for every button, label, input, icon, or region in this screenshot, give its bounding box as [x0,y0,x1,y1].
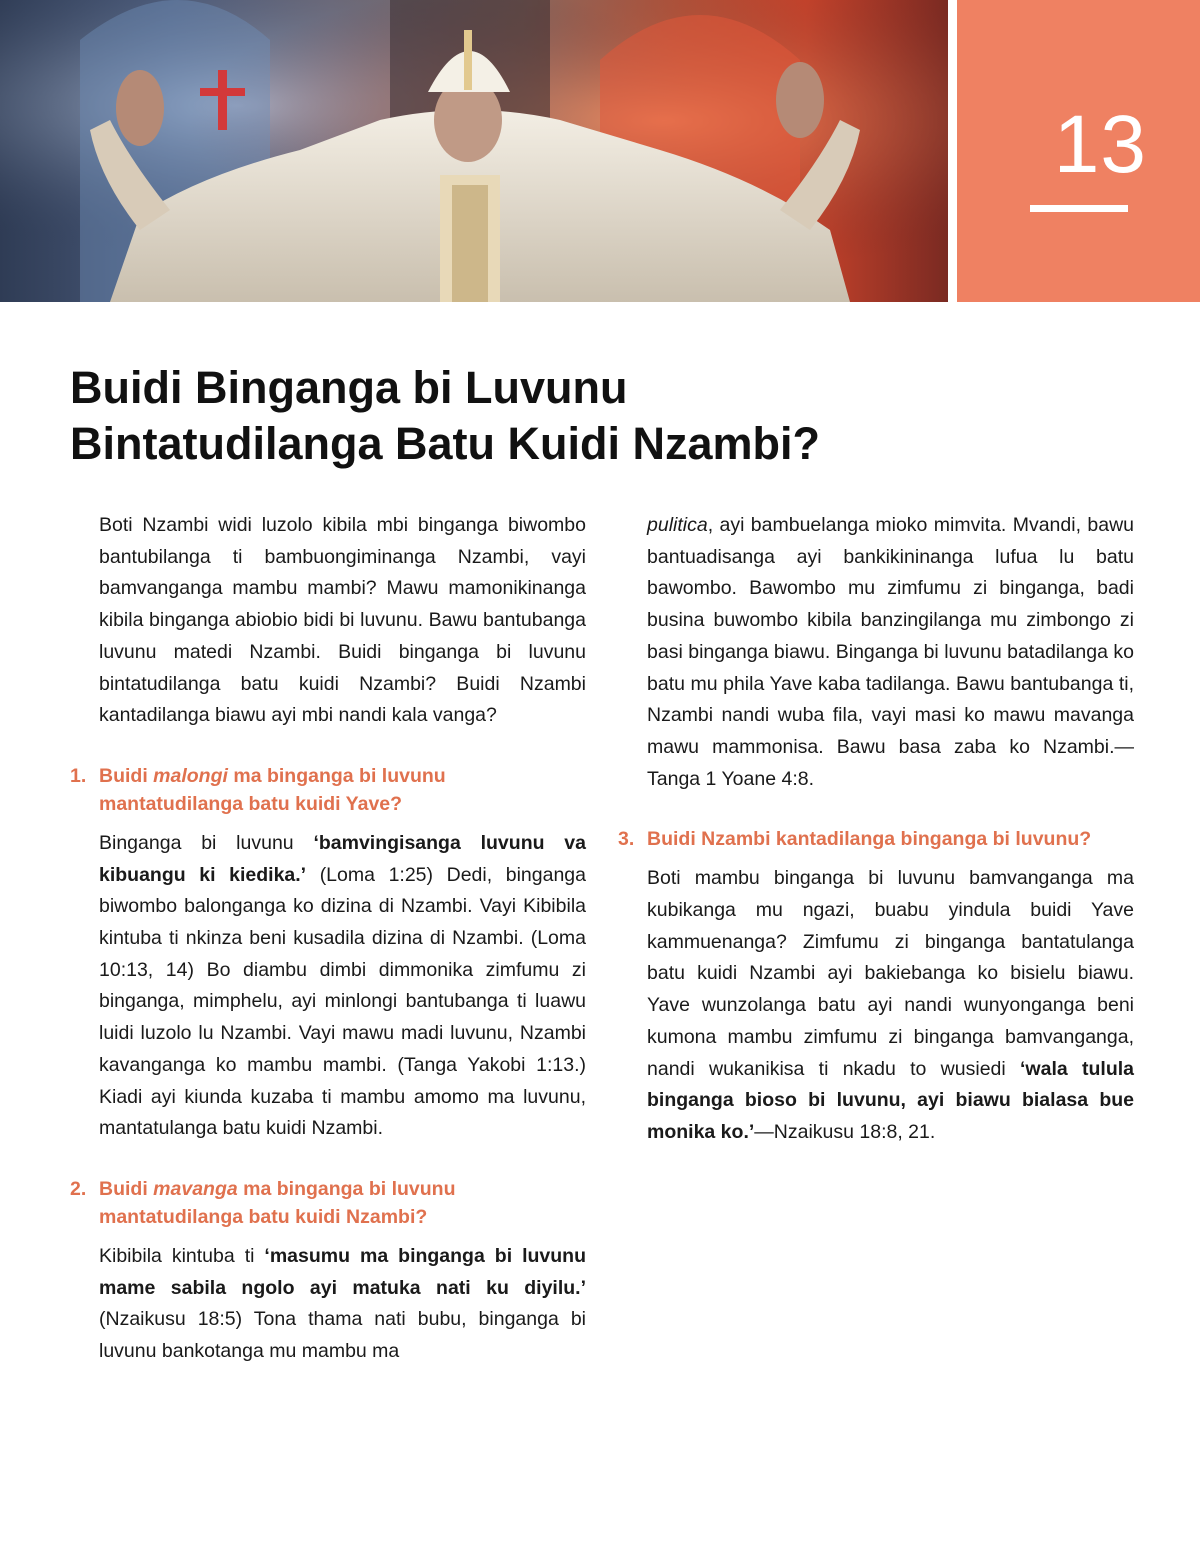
section-2-quote: ‘masumu ma binganga bi luvunu mame sabila ngolo ayi matuka nati ku diyilu.’ [99,1244,586,1299]
left-column [70,510,586,1368]
section-3-text-rest: —Nzaikusu 18:8, 21. [754,1120,936,1143]
hero-image [0,0,948,302]
section-1-text: Binganga bi luvunu [99,831,314,854]
section-2-number: 2. [70,1177,87,1200]
section-2-text-rest: (Nzaikusu 18:5) Tona thama nati bubu, binganga bi luvunu bankotanga mu mambu ma [99,1308,586,1363]
section-3-quote: ‘wala tulula binganga bioso bi luvunu, ayi biawu bialasa bue monika ko.’ [647,1057,1134,1143]
section-1-text-rest: (Loma 1:25) Dedi, binganga biwombo balonganga ko dizina di Nzambi. Vayi Kibibila kintuba ti nkinza beni kusadila dizina di Nzambi. (Loma 10:13, 14) Bo diambu dimbi dimmonika zimfumu zi binganga, mimphelu, ayi minlongi bantubanga ti luawu luidi luzolo lu Nzambi. Vayi mawu madi luvunu, Nzambi kavanganga ko mambu mambi. (Tanga Yakobi 1:13.) Kiadi ayi kiunda kuzaba ti mambu amomo ma luvunu, mantatulanga batu kuidi Nzambi. [99,863,586,1140]
section-1-paragraph [70,828,586,1145]
section-1-heading-em: malongi [153,764,228,787]
chapter-number: 13 [1053,99,1147,190]
section-3-paragraph [618,863,1134,1148]
section-2-continued-em: pulitica [647,514,708,536]
section-2-heading-em: mavanga [153,1177,238,1200]
section-1-heading-rest: ma binganga bi luvunu mantatudilanga batu kuidi Yave? [99,764,446,815]
right-column [618,510,1134,1149]
intro-paragraph: Boti Nzambi widi luzolo kibila mbi binganga biwombo bantubilanga ti bambuongiminanga Nzambi, vayi bamvanganga mambu mambi? Mawu mamonikinanga kibila binganga abiobio bidi bi luvunu. Bawu bantubanga luvunu matedi Nzambi. Buidi binganga bi luvunu bintatudilanga batu kuidi Nzambi? Buidi Nzambi kantadilanga biawu ayi mbi nandi kala vanga? [99,514,586,727]
section-1-heading [70,762,586,818]
page-title [70,360,1130,472]
section-2-paragraph-continued [618,510,1134,795]
title-line-1: Buidi Binganga bi Luvunu [70,362,628,413]
section-1-number: 1. [70,764,87,787]
section-3-number: 3. [618,828,635,851]
section-1-quote: ‘bamvingisanga luvunu va kibuangu ki kiedika.’ [99,831,586,886]
section-3-text: Boti mambu binganga bi luvunu bamvanganga ma kubikanga mu ngazi, buabu yindula buidi Yave kammuenanga? Zimfumu zi binganga bantatulanga batu kuidi Nzambi ayi bakiebanga ko bisielu biawu. Yave wunzolanga batu ayi nandi wunyonganga beni kumona mambu zimfumu zi binganga bamvanganga, nandi wukanikisa ti nkadu to wusiedi [647,867,1134,1080]
section-2-heading-text: Buidi [99,1177,154,1200]
section-3-heading-text: Buidi Nzambi kantadilanga binganga bi luvunu? [647,828,1092,851]
section-1-heading-text: Buidi [99,764,154,787]
section-2-heading [70,1175,586,1231]
section-2-heading-rest: ma binganga bi luvunu mantatudilanga batu kuidi Nzambi? [99,1177,456,1228]
section-3-heading [618,825,1134,853]
section-2-paragraph [70,1241,586,1368]
chapter-rule [1030,205,1128,212]
section-2-text: Kibibila kintuba ti [99,1244,265,1267]
section-2-continued-text: , ayi bambuelanga mioko mimvita. Mvandi, bawu bantuadisanga ayi bankikininanga lufua lu batu bawombo. Bawombo mu zimfumu zi binganga, badi busina buwombo kibila banzingilanga mu zimbongo zi basi binganga biawu. Binganga bi luvunu batadilanga ko batu mu phila Yave kaba tadilanga. Bawu bantubanga ti, Nzambi nandi wuba fila, vayi masi ko mawu mavanga mawu mammonisa. Bawu basa zaba ko Nzambi.—Tanga 1 Yoane 4:8. [647,514,1134,790]
title-line-2: Bintatudilanga Batu Kuidi Nzambi? [70,418,820,469]
chapter-marker [957,0,1200,302]
